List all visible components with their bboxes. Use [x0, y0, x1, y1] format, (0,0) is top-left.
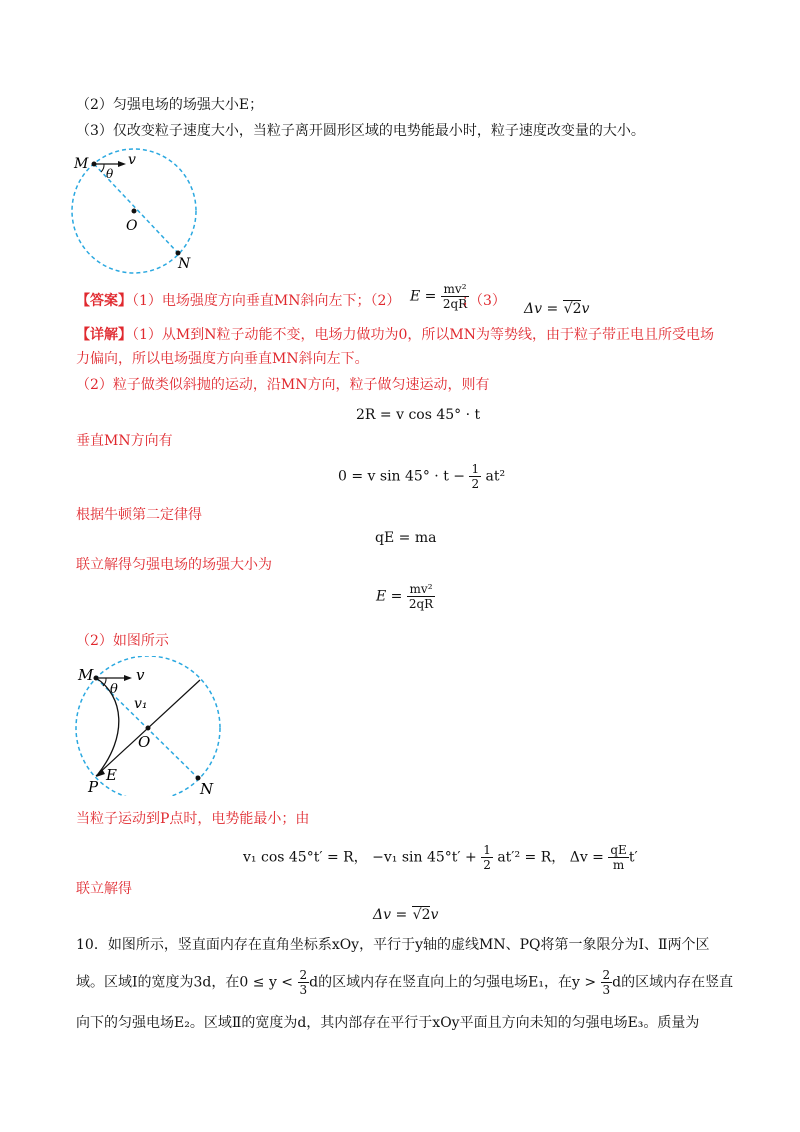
question-10-line-2: 域。区域Ⅰ的宽度为3d，在0 ≤ y < $\frac{2}{3}$ d的区域内存在竖直向上的匀强电场E₁，在y > $\frac{2}{3}$ d的区域内存在竖直 [76, 968, 734, 997]
answer-tag: 【答案】 [76, 293, 132, 309]
equation-1: 2R = v cos 45° · t [356, 407, 481, 423]
label-e: E [106, 766, 117, 784]
point-o-2 [146, 726, 151, 731]
detail-p-point: 当粒子运动到P点时，电势能最小；由 [76, 811, 310, 827]
equation-4: E = $\frac{\text{mv²}}{2qR}$ [376, 582, 434, 611]
circle-figure-2 [66, 656, 234, 796]
point-m [92, 162, 97, 167]
label-m: M [74, 156, 89, 172]
answer-text-1: （1）电场强度方向垂直MN斜向左下；（2） [132, 293, 401, 309]
label-n-2: N [200, 780, 214, 796]
label-o: O [126, 218, 138, 234]
detail-line-2: 力偏向，所以电场强度方向垂直MN斜向左下。 [76, 351, 369, 367]
detail-combine-2: 联立解得 [76, 881, 132, 897]
question-10-line-3: 向下的匀强电场E₂。区域Ⅱ的宽度为d，其内部存在平行于xOy平面且方向未知的匀强电场E₃。质量为 [76, 1015, 700, 1031]
label-v-2: v [136, 666, 145, 684]
angle-arc-2 [103, 678, 106, 686]
label-v: v [128, 152, 136, 168]
answer-line [76, 292, 400, 310]
equation-3: qE = ma [375, 530, 437, 546]
detail-perp: 垂直MN方向有 [76, 433, 173, 449]
question-10-line-1: 10．如图所示，竖直面内存在直角坐标系xOy，平行于y轴的虚线MN、PQ将第一象限分为Ⅰ、Ⅱ两个区 [76, 937, 710, 953]
label-n: N [178, 256, 191, 272]
point-o [132, 209, 137, 214]
equation-2: 0 = v sin 45° · t − $\frac{1}{2}$ at² [338, 462, 506, 491]
velocity-arrowhead [118, 161, 126, 167]
question-part-2: （2）匀强电场的场强大小E； [76, 97, 264, 113]
detail-line-1: 【详解】（1）从M到N粒子动能不变，电场力做功为0，所以MN为等势线，由于粒子带正电且所受电场 [76, 327, 714, 343]
detail-line-3: （2）粒子做类似斜抛的运动，沿MN方向，粒子做匀速运动，则有 [76, 377, 490, 393]
equation-6: Δv = √2v [373, 907, 439, 923]
answer-text-2: ；（3） [462, 293, 506, 309]
detail-fig2-intro: （2）如图所示 [76, 633, 169, 649]
detail-combine: 联立解得匀强电场的场强大小为 [76, 557, 272, 573]
equation-5: v₁ cos 45°t′ = R， −v₁ sin 45°t′ + $\frac{1}{2}$ at′² = R， Δv = $\frac{qE}{m}$ t′ [243, 843, 638, 872]
angle-arc [101, 164, 104, 172]
velocity-arrowhead-2 [124, 675, 132, 681]
point-m-2 [94, 676, 99, 681]
circle-figure-1 [68, 148, 208, 274]
detail-newton: 根据牛顿第二定律得 [76, 507, 202, 523]
e-equals: E = [410, 288, 437, 305]
label-v1: v₁ [134, 696, 148, 712]
answer-formula-dv: Δv = √2v [524, 301, 590, 317]
label-p: P [88, 778, 99, 796]
label-o-2: O [138, 733, 151, 751]
label-theta: θ [106, 167, 114, 181]
question-part-3: （3）仅改变粒子速度大小，当粒子离开圆形区域的电势能最小时，粒子速度改变量的大小。 [76, 123, 645, 139]
answer-formula-e [410, 282, 469, 311]
label-theta-2: θ [110, 682, 118, 697]
label-m-2: M [78, 666, 94, 684]
fraction-mv2-2qr: $\frac{\text{mv²}}{2qR}$ [442, 282, 468, 311]
detail-tag: 【详解】 [76, 327, 132, 343]
point-n [176, 251, 181, 256]
